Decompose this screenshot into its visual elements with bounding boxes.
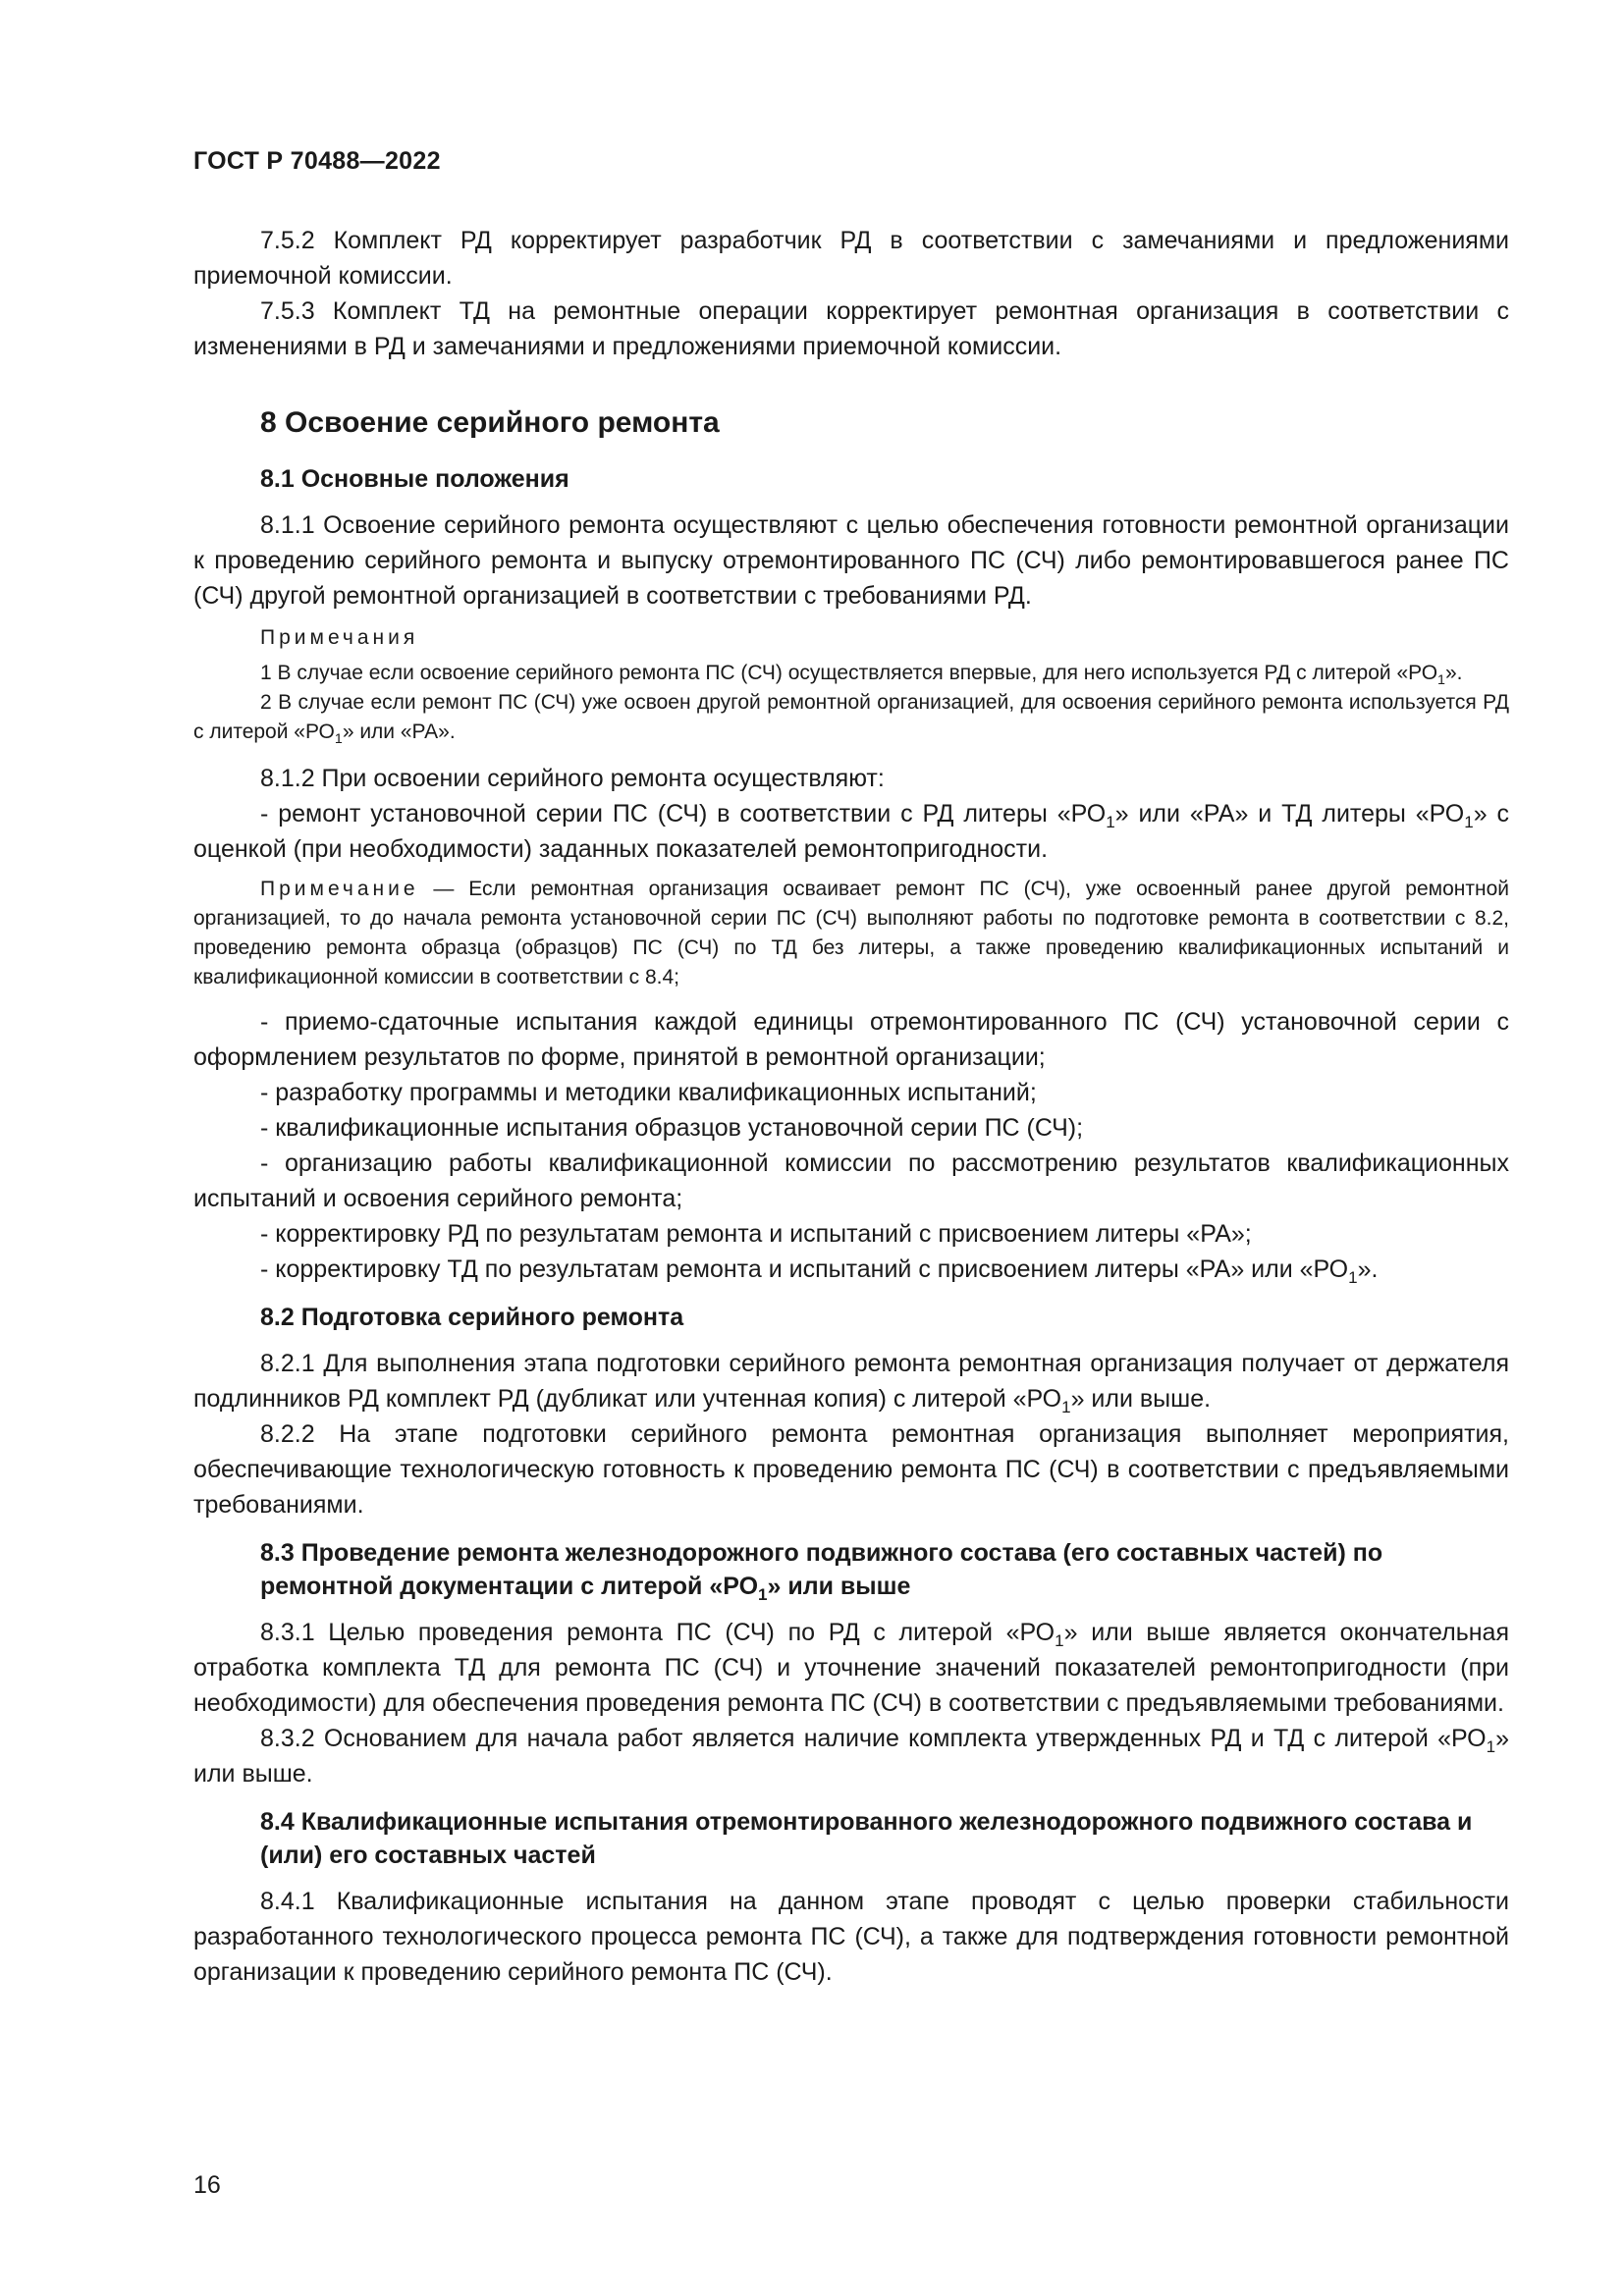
subsection-8-1-heading: 8.1 Основные положения bbox=[260, 465, 569, 493]
paragraph-8-3-2: 8.3.2 Основанием для начала работ является наличие комплекта утвержденных РД и ТД с литерой «$РО_1$» или выше. bbox=[193, 1725, 1509, 1788]
note-2: 2 В случае если ремонт ПС (СЧ) уже освоен другой ремонтной организацией, для освоения серийного ремонта используется РД с литерой «$РО_1$» или «РА». bbox=[193, 691, 1509, 747]
document-code: ГОСТ Р 70488—2022 bbox=[193, 147, 441, 175]
list-item: - разработку программы и методики квалификационных испытаний; bbox=[260, 1079, 1037, 1106]
notes-heading: Примечания bbox=[260, 626, 419, 649]
subsection-8-4-heading: 8.4 Квалификационные испытания отремонтированного железнодорожного подвижного состава и (или) его составных частей bbox=[260, 1808, 1473, 1869]
note-3: Примечание — Если ремонтная организация осваивает ремонт ПС (СЧ), уже освоенный ранее другой ремонтной организацией, то до начала ремонта установочной серии ПС (СЧ) выполняют работы по подготовке ремонта в соответствии с 8.2, проведению ремонта образца (образцов) ПС (СЧ) по ТД без литеры, а также проведению квалификационных испытаний и квалификационной комиссии в соответствии с 8.4; bbox=[193, 878, 1509, 988]
paragraph-8-1-1: 8.1.1 Освоение серийного ремонта осуществляют с целью обеспечения готовности ремонтной организации к проведению серийного ремонта и выпуску отремонтированного ПС (СЧ) либо ремонтировавшегося ранее ПС (СЧ) другой ремонтной организацией в соответствии с требованиями РД. bbox=[193, 511, 1509, 610]
note-1: 1 В случае если освоение серийного ремонта ПС (СЧ) осуществляется впервые, для него используется РД с литерой «$РО_1$». bbox=[260, 662, 1463, 688]
paragraph-8-3-1: 8.3.1 Целью проведения ремонта ПС (СЧ) по РД с литерой «$РО_1$» или выше является окончательная отработка комплекта ТД для ремонта ПС (СЧ) и уточнение значений показателей ремонтопригодности (при необходимости) для обеспечения проведения ремонта ПС (СЧ) в соответствии с предъявляемыми требованиями. bbox=[193, 1619, 1509, 1717]
paragraph-8-2-1: 8.2.1 Для выполнения этапа подготовки серийного ремонта ремонтная организация получает от держателя подлинников РД комплект РД (дубликат или учтенная копия) с литерой «$РО_1$» или выше. bbox=[193, 1350, 1509, 1416]
list-item: - квалификационные испытания образцов установочной серии ПС (СЧ); bbox=[260, 1114, 1084, 1142]
list-item: - организацию работы квалификационной комиссии по рассмотрению результатов квалификационных испытаний и освоения серийного ремонта; bbox=[193, 1149, 1509, 1212]
list-item: - корректировку РД по результатам ремонта и испытаний с присвоением литеры «РА»; bbox=[260, 1220, 1252, 1248]
document-body bbox=[193, 223, 1509, 1990]
list-item: - приемо-сдаточные испытания каждой единицы отремонтированного ПС (СЧ) установочной серии с оформлением результатов по форме, принятой в ремонтной организации; bbox=[193, 1008, 1509, 1071]
list-item: - ремонт установочной серии ПС (СЧ) в соответствии с РД литеры «$РО_1$» или «РА» и ТД литеры «$РО_1$» с оценкой (при необходимости) заданных показателей ремонтопригодности. bbox=[193, 800, 1509, 863]
paragraph-7-5-3: 7.5.3 Комплект ТД на ремонтные операции корректирует ремонтная организация в соответствии с изменениями в РД и замечаниями и предложениями приемочной комиссии. bbox=[193, 297, 1509, 360]
paragraph-8-1-2: 8.1.2 При освоении серийного ремонта осуществляют: bbox=[260, 765, 885, 792]
paragraph-8-4-1: 8.4.1 Квалификационные испытания на данном этапе проводят с целью проверки стабильности разработанного технологического процесса ремонта ПС (СЧ), а также для подтверждения готовности ремонтной организации к проведению серийного ремонта ПС (СЧ). bbox=[193, 1888, 1509, 1986]
page-number: 16 bbox=[193, 2171, 221, 2199]
section-8-heading: 8 Освоение серийного ремонта bbox=[260, 406, 720, 439]
subsection-8-2-heading: 8.2 Подготовка серийного ремонта bbox=[260, 1304, 684, 1331]
subsection-8-3-heading: 8.3 Проведение ремонта железнодорожного подвижного состава (его составных частей) по ремонтной документации с литерой «$РО_1$» или выше bbox=[260, 1539, 1383, 1604]
list-item: - корректировку ТД по результатам ремонта и испытаний с присвоением литеры «РА» или «$РО_1$». bbox=[260, 1255, 1379, 1287]
paragraph-8-2-2: 8.2.2 На этапе подготовки серийного ремонта ремонтная организация выполняет мероприятия, обеспечивающие технологическую готовность к проведению ремонта ПС (СЧ) в соответствии с предъявляемыми требованиями. bbox=[193, 1420, 1509, 1519]
paragraph-7-5-2: 7.5.2 Комплект РД корректирует разработчик РД в соответствии с замечаниями и предложениями приемочной комиссии. bbox=[193, 227, 1509, 290]
